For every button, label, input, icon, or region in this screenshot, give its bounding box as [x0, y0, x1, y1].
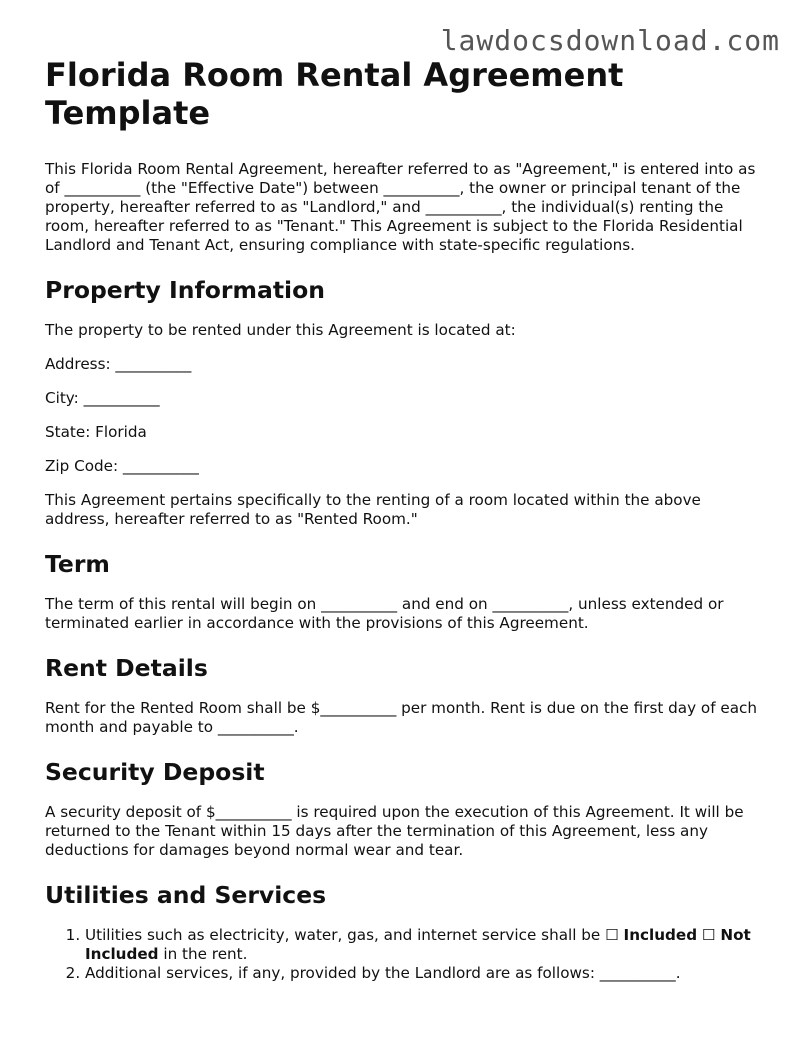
utilities-item-suffix: in the rent. [158, 945, 248, 963]
state-line: State: Florida [45, 423, 147, 441]
zip-line: Zip Code: __________ [45, 457, 199, 475]
checkbox-icon: ☐ [605, 926, 619, 944]
address-line: Address: __________ [45, 355, 192, 373]
utilities-item-text: Utilities such as electricity, water, gas, and internet service shall be [85, 926, 606, 944]
city-line: City: __________ [45, 389, 160, 407]
rent-paragraph: Rent for the Rented Room shall be $__________ per month. Rent is due on the first day of each month and payable to __________. [45, 699, 758, 736]
rent-heading: Rent Details [45, 654, 208, 682]
option-not-included: Not Included [85, 926, 751, 963]
document-title: Florida Room Rental Agreement Template [45, 56, 624, 132]
property-lead: The property to be rented under this Agreement is located at: [45, 321, 516, 339]
watermark: lawdocsdownload.com [440, 24, 780, 57]
property-heading: Property Information [45, 276, 325, 304]
utilities-list [45, 926, 765, 983]
property-note: This Agreement pertains specifically to the renting of a room located within the above address, hereafter referred to as "Rented Room." [45, 491, 701, 528]
option-included: Included [623, 926, 698, 944]
utilities-heading: Utilities and Services [45, 881, 327, 909]
intro-paragraph: This Florida Room Rental Agreement, hereafter referred to as "Agreement," is entered into as of __________ (the "Effective Date") between __________, the owner or principal tenant of the property, hereafter referred to as "Landlord," and __________, the individual(s) renting the room, hereafter referred to as "Tenant." This Agreement is subject to the Florida Residential Landlord and Tenant Act, ensuring compliance with state-specific regulations. [45, 160, 756, 254]
additional-services-text: Additional services, if any, provided by the Landlord are as follows: __________. [85, 964, 681, 982]
term-heading: Term [45, 550, 110, 578]
list-item [85, 964, 765, 983]
deposit-paragraph: A security deposit of $__________ is required upon the execution of this Agreement. It will be returned to the Tenant within 15 days after the termination of this Agreement, less any deductions for damages beyond normal wear and tear. [45, 803, 744, 859]
document-page [45, 56, 765, 983]
term-paragraph: The term of this rental will begin on __________ and end on __________, unless extended or terminated earlier in accordance with the provisions of this Agreement. [45, 595, 724, 632]
checkbox-icon: ☐ [701, 926, 716, 944]
list-item [85, 926, 765, 964]
deposit-heading: Security Deposit [45, 758, 265, 786]
